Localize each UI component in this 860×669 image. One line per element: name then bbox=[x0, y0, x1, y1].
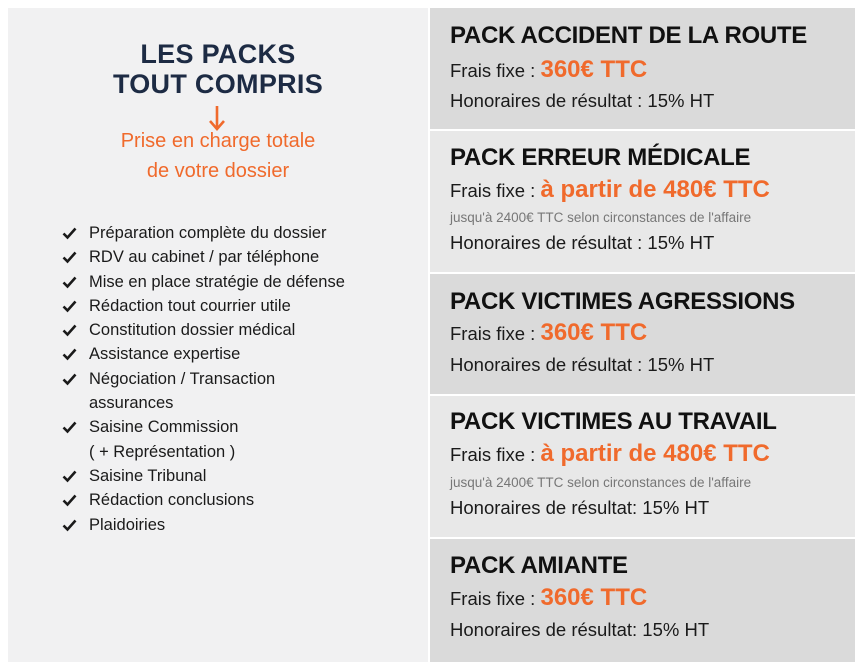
feature-item bbox=[62, 415, 345, 439]
feature-text: Saisine Tribunal bbox=[89, 466, 207, 485]
check-icon bbox=[62, 299, 77, 313]
pack-victimes-travail bbox=[430, 396, 855, 537]
feature-text: Négociation / Transaction bbox=[89, 369, 276, 388]
feature-text: Préparation complète du dossier bbox=[89, 224, 327, 242]
fee-price: 360€ TTC bbox=[540, 56, 648, 83]
feature-text: assurances bbox=[89, 394, 174, 413]
pack-accident-route bbox=[430, 8, 855, 129]
feature-item-continued bbox=[62, 440, 345, 464]
fee-label: Frais fixe : bbox=[450, 180, 541, 201]
feature-item bbox=[62, 294, 345, 318]
feature-item-continued bbox=[62, 391, 345, 415]
pack-honoraires: Honoraires de résultat: 15% HT bbox=[450, 619, 710, 640]
pack-title: PACK VICTIMES AGRESSIONS bbox=[450, 288, 795, 315]
feature-item bbox=[62, 367, 345, 391]
feature-text: Assistance expertise bbox=[89, 345, 241, 364]
feature-item bbox=[62, 464, 345, 488]
subtitle-line1: Prise en charge totale bbox=[120, 130, 316, 152]
fee-price: à partir de 480€ TTC bbox=[540, 176, 770, 203]
feature-text: Saisine Commission bbox=[89, 418, 239, 437]
feature-item bbox=[62, 221, 345, 245]
feature-item bbox=[62, 513, 345, 537]
fee-price: 360€ TTC bbox=[540, 319, 648, 346]
feature-item bbox=[62, 318, 345, 342]
check-icon bbox=[62, 323, 77, 337]
pack-honoraires: Honoraires de résultat: 15% HT bbox=[450, 497, 710, 518]
subtitle-line2: de votre dossier bbox=[146, 160, 290, 182]
pack-title: PACK ACCIDENT DE LA ROUTE bbox=[450, 22, 807, 49]
check-icon bbox=[62, 275, 77, 289]
check-icon bbox=[62, 250, 77, 264]
check-icon bbox=[62, 493, 77, 507]
feature-item bbox=[62, 270, 345, 294]
pack-fee bbox=[450, 584, 647, 612]
packs-intro-panel bbox=[8, 8, 428, 662]
check-icon bbox=[62, 518, 77, 532]
pack-fee bbox=[450, 440, 770, 468]
feature-text: Mise en place stratégie de défense bbox=[89, 272, 345, 291]
pack-honoraires: Honoraires de résultat : 15% HT bbox=[450, 90, 715, 111]
feature-item bbox=[62, 488, 345, 512]
feature-text: RDV au cabinet / par téléphone bbox=[89, 248, 320, 267]
feature-text: Rédaction conclusions bbox=[89, 491, 255, 510]
pack-title: PACK VICTIMES AU TRAVAIL bbox=[450, 408, 777, 435]
feature-text: Plaidoiries bbox=[89, 515, 166, 534]
pack-title: PACK AMIANTE bbox=[450, 552, 628, 579]
check-icon bbox=[62, 226, 77, 240]
feature-text: Constitution dossier médical bbox=[89, 321, 296, 340]
pack-erreur-medicale bbox=[430, 131, 855, 272]
feature-list bbox=[62, 221, 345, 537]
pack-note: jusqu'à 2400€ TTC selon circonstances de l'affaire bbox=[450, 475, 752, 490]
fee-label: Frais fixe : bbox=[450, 323, 541, 344]
feature-text: Rédaction tout courrier utile bbox=[89, 296, 291, 315]
pack-victimes-agressions bbox=[430, 274, 855, 394]
pack-honoraires: Honoraires de résultat : 15% HT bbox=[450, 232, 715, 253]
check-icon bbox=[62, 372, 77, 386]
pack-fee bbox=[450, 319, 647, 347]
feature-text: ( + Représentation ) bbox=[89, 442, 236, 461]
packs-title-line2: TOUT COMPRIS bbox=[112, 69, 324, 99]
fee-label: Frais fixe : bbox=[450, 60, 541, 81]
fee-label: Frais fixe : bbox=[450, 444, 541, 465]
pack-title: PACK ERREUR MÉDICALE bbox=[450, 144, 751, 171]
pack-honoraires: Honoraires de résultat : 15% HT bbox=[450, 354, 715, 375]
pack-note: jusqu'à 2400€ TTC selon circonstances de l'affaire bbox=[450, 210, 752, 225]
feature-item bbox=[62, 342, 345, 366]
feature-item bbox=[62, 245, 345, 269]
check-icon bbox=[62, 347, 77, 361]
pack-fee bbox=[450, 56, 647, 84]
pack-amiante bbox=[430, 539, 855, 662]
pack-fee bbox=[450, 176, 770, 204]
check-icon bbox=[62, 469, 77, 483]
fee-price: 360€ TTC bbox=[540, 584, 648, 611]
fee-price: à partir de 480€ TTC bbox=[540, 440, 770, 467]
check-icon bbox=[62, 420, 77, 434]
packs-title-line1: LES PACKS bbox=[140, 39, 296, 69]
fee-label: Frais fixe : bbox=[450, 588, 541, 609]
